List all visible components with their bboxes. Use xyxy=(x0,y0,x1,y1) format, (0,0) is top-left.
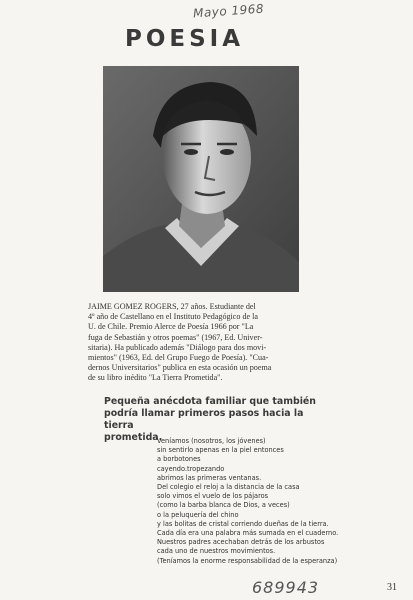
intro-line: prometida. xyxy=(104,432,163,443)
poem-line: y las bolitas de cristal corriendo dueñas de la tierra. xyxy=(157,519,329,528)
poem-line: a borbotones xyxy=(157,455,201,464)
bio-line: fuga de Sebastián y otros poemas" (1967, Ed. Univer- xyxy=(88,332,263,342)
handwritten-catalog-number: 689943 xyxy=(252,578,320,597)
section-title: POESIA xyxy=(125,26,245,52)
bio-line: de su libro inédito "La Tierra Prometida". xyxy=(88,373,223,383)
intro-line: Pequeña anécdota familiar que también xyxy=(104,396,316,407)
poem-line: cada uno de nuestros movimientos. xyxy=(157,547,276,556)
poem-line: Cada día era una palabra más sumada en el cuaderno. xyxy=(157,529,339,538)
bio-line: 4º año de Castellano en el Instituto Pedagógico de la xyxy=(88,312,258,322)
bio-line: U. de Chile. Premio Alerce de Poesía 1966 por "La xyxy=(88,322,254,332)
handwritten-date: Mayo 1968 xyxy=(192,1,265,21)
poem-line: abrimos las primeras ventanas. xyxy=(157,473,262,482)
page-number: 31 xyxy=(387,582,397,593)
author-bio xyxy=(88,302,328,384)
author-portrait xyxy=(103,66,299,292)
poem-line: Del colegio el reloj a la distancia de la casa xyxy=(157,483,300,492)
bio-line: JAIME GOMEZ ROGERS, 27 años. Estudiante del xyxy=(88,302,256,311)
bio-line: dernos Universitarios" publica en esta ocasión un poema xyxy=(88,363,272,373)
poem-line: (como la barba blanca de Dios, a veces) xyxy=(157,501,290,510)
poem-line: cayendo.tropezando xyxy=(157,464,225,473)
bio-line: sitaria). Ha publicado además "Diálogo para dos movi- xyxy=(88,342,267,352)
poem-line: Veníamos (nosotros, los jóvenes) xyxy=(157,437,266,445)
poem-line: (Teníamos la enorme responsabilidad de la esperanza) xyxy=(157,556,338,565)
poem-line: sin sentirlo apenas en la piel entonces xyxy=(157,446,284,455)
poem-line: solo vimos el vuelo de los pájaros xyxy=(157,492,269,501)
intro-line: podría llamar primeros pasos hacia la tierra xyxy=(104,408,304,431)
poem-body xyxy=(157,437,402,566)
poem-line: Nuestros padres acechaban detrás de los arbustos xyxy=(157,538,325,547)
bio-line: mientos" (1963, Ed. del Grupo Fuego de Poesía). "Cua- xyxy=(88,353,269,363)
poem-line: o la peluquería del chino xyxy=(157,510,239,519)
